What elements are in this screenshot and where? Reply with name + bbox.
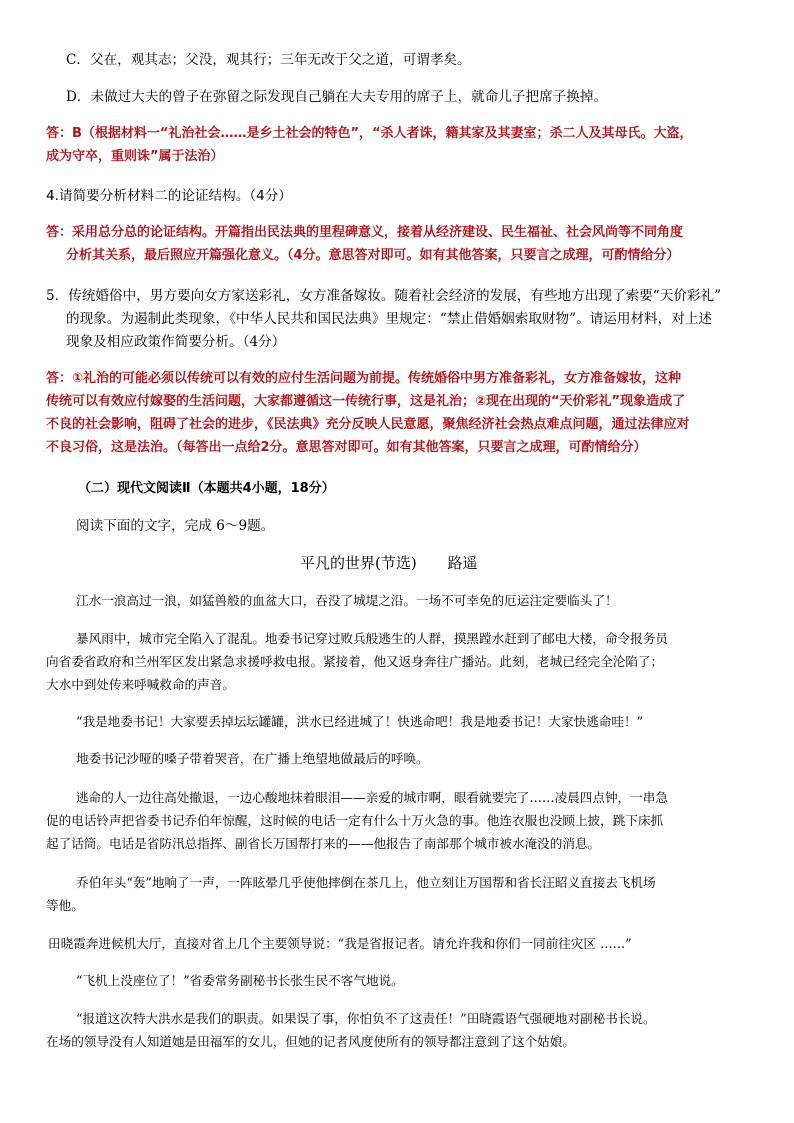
reading-instruction: 阅读下面的文字，完成 6～9题。 (76, 518, 275, 534)
passage-paragraph-6-line-2: 等他。 (46, 898, 84, 913)
option-c: C．父在，观其志；父没，观其行；三年无改于父之道，可谓孝矣。 (66, 52, 471, 68)
passage-paragraph-6-line-1: 乔伯年头“轰”地响了一声，一阵眩晕几乎使他摔倒在茶几上，他立刻让万国帮和省长汪昭义直接去飞机场 (76, 875, 656, 890)
passage-title (300, 552, 748, 574)
passage-paragraph-2-line-2: 向省委省政府和兰州军区发出紧急求援呼救电报。紧接着，他又返身奔往广播站。此刻，老城已经完全沦陷了； (46, 654, 664, 669)
question-5-line-1: 5．传统婚俗中，男方要向女方家送彩礼，女方准备嫁妆。随着社会经济的发展，有些地方出现了索要“天价彩礼” (46, 288, 722, 304)
option-d: D．未做过大夫的曾子在弥留之际发现自己躺在大夫专用的席子上，就命儿子把席子换掉。 (66, 89, 608, 105)
passage-paragraph-5-line-2: 促的电话铃声把省委书记乔伯年惊醒，这时候的电话一定有什么十万火急的事。他连衣服也没顾上披，跳下床抓 (46, 813, 664, 828)
passage-paragraph-4: 地委书记沙哑的嗓子带着哭音，在广播上绝望地做最后的呼唤。 (76, 751, 429, 766)
passage-paragraph-1: 江水一浪高过一浪，如猛兽般的血盆大口，吞没了城堤之沿。一场不可幸免的厄运注定要临头了！ (76, 593, 618, 608)
passage-paragraph-2-line-3: 大水中到处传来呼喊救命的声音。 (46, 677, 235, 692)
answer-3-line-1: 答：B（根据材料一“礼治社会……是乡土社会的特色”，“杀人者诛，籍其家及其妻室；杀二人及其母氏。大盗， (46, 126, 693, 141)
answer-4-line-1: 答：采用总分总的论证结构。开篇指出民法典的里程碑意义，接着从经济建设、民生福祉、社会风尚等不同角度 (46, 225, 684, 240)
answer-4-line-2: 分析其关系，最后照应开篇强化意义。（4分。意思答对即可。如有其他答案，只要言之成理，可酌情给分） (66, 248, 680, 263)
passage-paragraph-3: “我是地委书记！大家要丢掉坛坛罐罐，洪水已经进城了！快逃命吧！我是地委书记！大家快逃命哇！” (76, 714, 644, 729)
passage-paragraph-9-line-1: “报道这次特大洪水是我们的职责。如果误了事，你怕负不了这责任！”田晓霞语气强硬地对副秘书长说。 (76, 1011, 656, 1026)
question-5-line-3: 现象及相应政策作简要分析。（4分） (66, 334, 286, 350)
title-text: 平凡的世界(节选) (300, 554, 417, 572)
question-5-line-2: 的现象。为遏制此类现象，《中华人民共和国民法典》里规定：“禁止借婚姻索取财物”。请运用材料，对上述 (66, 311, 713, 327)
section-heading: （二）现代文阅读Ⅱ（本题共4小题，18分） (78, 481, 335, 496)
question-4: 4.请简要分析材料二的论证结构。（4分） (46, 188, 292, 204)
passage-paragraph-7: 田晓霞奔进候机大厅，直接对省上几个主要领导说：“我是省报记者。请允许我和你们一同前往灾区 ……” (48, 936, 632, 951)
answer-5-line-1: 答：①礼治的可能必须以传统可以有效的应付生活问题为前提。传统婚俗中男方准备彩礼，女方准备嫁妆，这种 (46, 371, 682, 386)
passage-paragraph-2-line-1: 暴风雨中，城市完全陷入了混乱。地委书记穿过败兵般逃生的人群，摸黑蹚水赶到了邮电大楼，命令报务员 (76, 631, 668, 646)
answer-5-line-4: 不良习俗，这是法治。（每答出一点给2分。意思答对即可。如有其他答案，只要言之成理，可酌情给分） (46, 440, 647, 455)
passage-paragraph-9-line-2: 在场的领导没有人知道她是田福军的女儿，但她的记者风度使所有的领导都注意到了这个姑娘。 (46, 1034, 575, 1049)
answer-5-line-3: 不良的社会影响，阻碍了社会的进步，《民法典》充分反映人民意愿，聚焦经济社会热点难点问题，通过法律应对 (46, 417, 690, 432)
passage-paragraph-5-line-1: 逃命的人一边往高处撤退，一边心酸地抹着眼泪——亲爱的城市啊，眼看就要完了……凌晨四点钟，一串急 (76, 790, 668, 805)
answer-5-line-2: 传统可以有效应付嫁娶的生活问题，大家都遵循这一传统行事，这是礼治；②现在出现的“天价彩礼”现象造成了 (46, 394, 686, 409)
answer-3-line-2: 成为守卒，重则诛”属于法治） (46, 149, 224, 164)
passage-paragraph-5-line-3: 起了话筒。电话是省防汛总指挥、副省长万国帮打来的——他报告了南部那个城市被水淹没的消息。 (46, 836, 601, 851)
author-text: 路遥 (447, 554, 478, 572)
passage-paragraph-8: “飞机上没座位了！”省委常务副秘书长张生民不客气地说。 (76, 973, 404, 988)
